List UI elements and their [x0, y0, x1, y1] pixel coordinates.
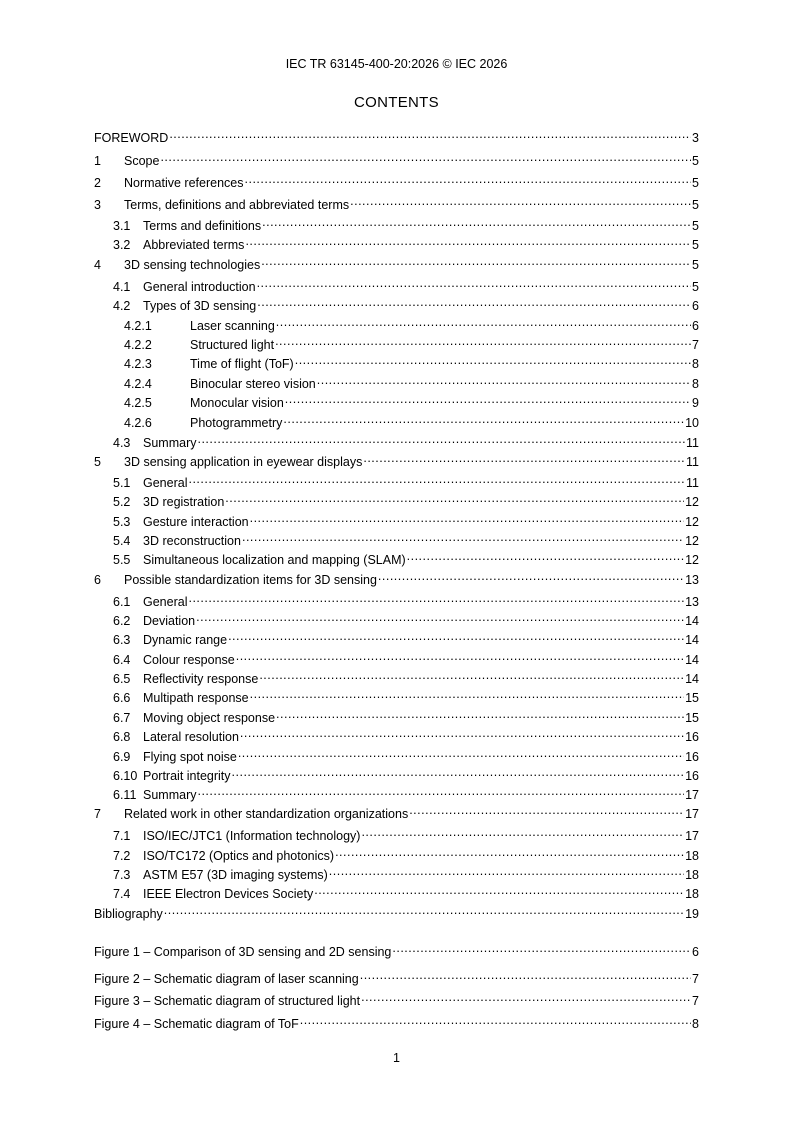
dot-leader	[276, 314, 691, 330]
toc-entry-number: 5.4	[113, 534, 131, 548]
toc-entry-number: 6.9	[113, 750, 131, 764]
toc-entry[interactable]	[94, 233, 699, 252]
toc-page-number: 17	[685, 807, 699, 821]
toc-entry[interactable]	[94, 352, 699, 371]
toc-entry-number: 5.1	[113, 476, 131, 490]
toc-page-number: 5	[692, 280, 699, 294]
toc-entry-title: Deviation	[143, 614, 196, 628]
toc-entry-title: General	[143, 476, 188, 490]
toc-entry-title: Summary	[143, 436, 197, 450]
toc-entry[interactable]	[94, 294, 699, 313]
toc-page-number: 5	[692, 154, 699, 168]
toc-page-number: 10	[685, 416, 699, 430]
toc-entry-title: Flying spot noise	[143, 750, 237, 764]
toc-entry[interactable]	[94, 193, 699, 212]
dot-leader	[276, 706, 684, 722]
toc-entry-title: Types of 3D sensing	[143, 299, 257, 313]
dot-leader	[361, 989, 691, 1005]
toc-entry-number: 3.2	[113, 238, 131, 252]
toc-entry[interactable]	[94, 471, 699, 490]
toc-page-number: 14	[685, 633, 699, 647]
dot-leader	[232, 764, 685, 780]
toc-entry-number: 6.6	[113, 691, 131, 705]
dot-leader	[236, 648, 684, 664]
toc-entry[interactable]	[94, 609, 699, 628]
toc-entry[interactable]	[94, 745, 699, 764]
toc-entry[interactable]	[94, 628, 699, 647]
toc-entry-number: 7	[94, 807, 101, 821]
toc-page-number: 12	[685, 515, 699, 529]
dot-leader	[259, 667, 684, 683]
toc-entry-title: Possible standardization items for 3D sensing	[124, 573, 377, 587]
toc-entry[interactable]	[94, 902, 699, 921]
toc-page-number: 11	[686, 436, 699, 450]
toc-entry[interactable]	[94, 706, 699, 725]
dot-leader	[160, 149, 691, 165]
toc-entry-number: 6.4	[113, 653, 131, 667]
toc-entry-title: 3D sensing application in eyewear displays	[124, 455, 363, 469]
toc-page-number: 16	[685, 730, 699, 744]
dot-leader	[275, 333, 691, 349]
toc-entry-number: 6	[94, 573, 101, 587]
toc-entry[interactable]	[94, 844, 699, 863]
toc-page-number: 12	[685, 553, 699, 567]
toc-entry-title: 3D registration	[143, 495, 225, 509]
dot-leader	[188, 590, 684, 606]
toc-page-number: 7	[692, 994, 699, 1008]
toc-entry-title: Portrait integrity	[143, 769, 231, 783]
toc-page-number: 7	[692, 972, 699, 986]
toc-entry-title: 3D sensing technologies	[124, 258, 261, 272]
toc-page-number: 11	[686, 455, 699, 469]
toc-page-number: 14	[685, 653, 699, 667]
toc-page-number: 17	[685, 788, 699, 802]
toc-entry-title: Summary	[143, 788, 197, 802]
dot-leader	[285, 391, 691, 407]
toc-entry-title: Dynamic range	[143, 633, 228, 647]
toc-page-number: 8	[692, 1017, 699, 1031]
toc-page-number: 13	[685, 573, 699, 587]
toc-entry-number: 7.2	[113, 849, 131, 863]
toc-entry-number: 5.5	[113, 553, 131, 567]
toc-entry-title: Moving object response	[143, 711, 276, 725]
toc-entry-number: 6.10	[113, 769, 138, 783]
toc-entry[interactable]	[94, 529, 699, 548]
toc-entry[interactable]	[94, 725, 699, 744]
toc-page-number: 17	[685, 829, 699, 843]
toc-entry[interactable]	[94, 411, 699, 430]
toc-entry[interactable]	[94, 372, 699, 391]
figure-list-item[interactable]	[94, 967, 699, 986]
dot-leader	[317, 372, 691, 388]
toc-entry-title: Time of flight (ToF)	[190, 357, 294, 371]
toc-entry-number: 6.7	[113, 711, 131, 725]
toc-entry-title: Related work in other standardization organizations	[124, 807, 409, 821]
toc-entry-title: 3D reconstruction	[143, 534, 241, 548]
toc-entry[interactable]	[94, 863, 699, 882]
toc-page-number: 18	[685, 868, 699, 882]
dot-leader	[188, 471, 685, 487]
toc-title: CONTENTS	[354, 94, 439, 111]
page-number: 1	[393, 1051, 400, 1065]
toc-page-number: 6	[692, 299, 699, 313]
dot-leader	[350, 193, 691, 209]
figure-title: Figure 1 – Comparison of 3D sensing and 2D sensing	[94, 945, 392, 959]
toc-entry[interactable]	[94, 333, 699, 352]
toc-entry-number: 4.2.5	[124, 396, 152, 410]
toc-entry-number: 5.3	[113, 515, 131, 529]
dot-leader	[300, 1012, 691, 1028]
toc-entry-number: 4.2.6	[124, 416, 152, 430]
toc-entry-number: 4.3	[113, 436, 131, 450]
dot-leader	[314, 882, 684, 898]
toc-entry-title: Simultaneous localization and mapping (SLAM)	[143, 553, 406, 567]
toc-entry-title: Multipath response	[143, 691, 249, 705]
toc-entry-title: General	[143, 595, 188, 609]
toc-entry[interactable]	[94, 431, 699, 450]
toc-entry-number: 6.8	[113, 730, 131, 744]
toc-page-number: 9	[692, 396, 699, 410]
toc-page-number: 5	[692, 198, 699, 212]
toc-entry-title: ISO/IEC/JTC1 (Information technology)	[143, 829, 361, 843]
toc-entry-number: 6.5	[113, 672, 131, 686]
toc-entry[interactable]	[94, 391, 699, 410]
dot-leader	[378, 568, 684, 584]
figure-title: Figure 2 – Schematic diagram of laser scanning	[94, 972, 359, 986]
toc-page-number: 3	[692, 131, 699, 145]
dot-leader	[197, 431, 685, 447]
toc-page-number: 18	[685, 887, 699, 901]
toc-page-number: 14	[685, 614, 699, 628]
toc-entry-title: General introduction	[143, 280, 256, 294]
toc-entry-title: IEEE Electron Devices Society	[143, 887, 314, 901]
toc-entry-title: ISO/TC172 (Optics and photonics)	[143, 849, 335, 863]
toc-entry-title: Colour response	[143, 653, 235, 667]
toc-entry-title: Abbreviated terms	[143, 238, 245, 252]
dot-leader	[329, 863, 684, 879]
toc-entry-number: 6.1	[113, 595, 131, 609]
dot-leader	[228, 628, 684, 644]
toc-entry-number: 4.2.2	[124, 338, 152, 352]
toc-page-number: 13	[685, 595, 699, 609]
dot-leader	[257, 294, 691, 310]
toc-entry[interactable]	[94, 824, 699, 843]
toc-entry[interactable]	[94, 510, 699, 529]
toc-page-number: 11	[686, 476, 699, 490]
toc-entry-number: 4.2.4	[124, 377, 152, 391]
toc-entry-number: 1	[94, 154, 101, 168]
toc-entry-number: 7.4	[113, 887, 131, 901]
dot-leader	[335, 844, 684, 860]
toc-entry[interactable]	[94, 783, 699, 802]
dot-leader	[196, 609, 684, 625]
dot-leader	[197, 783, 684, 799]
toc-entry-title: Photogrammetry	[190, 416, 283, 430]
toc-page-number: 5	[692, 176, 699, 190]
toc-entry[interactable]	[94, 314, 699, 333]
toc-entry[interactable]	[94, 275, 699, 294]
toc-entry-number: 3.1	[113, 219, 131, 233]
toc-page-number: 8	[692, 377, 699, 391]
toc-entry-number: 7.1	[113, 829, 131, 843]
toc-entry[interactable]	[94, 253, 699, 272]
toc-page-number: 5	[692, 238, 699, 252]
toc-entry[interactable]	[94, 802, 699, 821]
figure-list-item[interactable]	[94, 940, 699, 959]
dot-leader	[283, 411, 684, 427]
toc-entry[interactable]	[94, 171, 699, 190]
toc-page-number: 6	[692, 945, 699, 959]
toc-entry-title: Reflectivity response	[143, 672, 259, 686]
dot-leader	[225, 490, 684, 506]
toc-page-number: 5	[692, 219, 699, 233]
toc-entry-title: Laser scanning	[190, 319, 275, 333]
toc-page-number: 19	[685, 907, 699, 921]
toc-entry-title: Gesture interaction	[143, 515, 249, 529]
toc-page-number: 14	[685, 672, 699, 686]
toc-page-number: 12	[685, 534, 699, 548]
toc-entry-title: Monocular vision	[190, 396, 284, 410]
toc-entry-title: Normative references	[124, 176, 244, 190]
toc-entry[interactable]	[94, 126, 699, 145]
dot-leader	[242, 529, 684, 545]
dot-leader	[407, 548, 684, 564]
toc-entry-title: Bibliography	[94, 907, 163, 921]
dot-leader	[250, 510, 684, 526]
figure-title: Figure 3 – Schematic diagram of structured light	[94, 994, 361, 1008]
toc-entry[interactable]	[94, 214, 699, 233]
toc-page-number: 15	[685, 691, 699, 705]
toc-entry-number: 6.3	[113, 633, 131, 647]
toc-page-number: 6	[692, 319, 699, 333]
toc-page-number: 18	[685, 849, 699, 863]
toc-entry-title: ASTM E57 (3D imaging systems)	[143, 868, 328, 882]
toc-page-number: 16	[685, 750, 699, 764]
toc-entry-title: Terms, definitions and abbreviated terms	[124, 198, 350, 212]
dot-leader	[361, 824, 684, 840]
toc-page-number: 15	[685, 711, 699, 725]
toc-entry[interactable]	[94, 764, 699, 783]
dot-leader	[392, 940, 691, 956]
toc-entry-title: Lateral resolution	[143, 730, 239, 744]
toc-page-number: 7	[692, 338, 699, 352]
dot-leader	[164, 902, 684, 918]
toc-entry[interactable]	[94, 450, 699, 469]
toc-entry[interactable]	[94, 490, 699, 509]
dot-leader	[363, 450, 685, 466]
dot-leader	[295, 352, 691, 368]
dot-leader	[360, 967, 691, 983]
dot-leader	[169, 126, 691, 142]
toc-entry-title: FOREWORD	[94, 131, 169, 145]
dot-leader	[261, 253, 691, 269]
document-header: IEC TR 63145-400-20:2026 © IEC 2026	[285, 57, 508, 71]
toc-entry[interactable]	[94, 667, 699, 686]
toc-entry-title: Binocular stereo vision	[190, 377, 316, 391]
toc-page-number: 5	[692, 258, 699, 272]
toc-entry-number: 4.2	[113, 299, 131, 313]
dot-leader	[250, 686, 684, 702]
dot-leader	[409, 802, 684, 818]
toc-entry[interactable]	[94, 882, 699, 901]
toc-entry-number: 6.11	[113, 788, 137, 802]
figure-list-item[interactable]	[94, 989, 699, 1008]
toc-entry-number: 7.3	[113, 868, 131, 882]
toc-entry-number: 4.2.3	[124, 357, 152, 371]
toc-page-number: 12	[685, 495, 699, 509]
toc-entry-number: 4	[94, 258, 101, 272]
toc-page-number: 16	[685, 769, 699, 783]
toc-entry-number: 4.2.1	[124, 319, 152, 333]
dot-leader	[245, 171, 692, 187]
dot-leader	[245, 233, 691, 249]
toc-entry-number: 3	[94, 198, 101, 212]
toc-entry[interactable]	[94, 548, 699, 567]
figure-list-item[interactable]	[94, 1012, 699, 1031]
dot-leader	[257, 275, 691, 291]
toc-entry-number: 5	[94, 455, 101, 469]
dot-leader	[262, 214, 691, 230]
toc-entry-number: 5.2	[113, 495, 131, 509]
toc-entry-number: 4.1	[113, 280, 131, 294]
toc-entry-number: 6.2	[113, 614, 131, 628]
toc-entry-number: 2	[94, 176, 101, 190]
toc-entry[interactable]	[94, 686, 699, 705]
dot-leader	[238, 745, 684, 761]
toc-entry[interactable]	[94, 648, 699, 667]
toc-entry-title: Scope	[124, 154, 160, 168]
toc-entry[interactable]	[94, 149, 699, 168]
figure-title: Figure 4 – Schematic diagram of ToF	[94, 1017, 299, 1031]
dot-leader	[240, 725, 684, 741]
toc-entry-title: Terms and definitions	[143, 219, 262, 233]
toc-entry-title: Structured light	[190, 338, 275, 352]
toc-entry[interactable]	[94, 568, 699, 587]
toc-page-number: 8	[692, 357, 699, 371]
toc-entry[interactable]	[94, 590, 699, 609]
